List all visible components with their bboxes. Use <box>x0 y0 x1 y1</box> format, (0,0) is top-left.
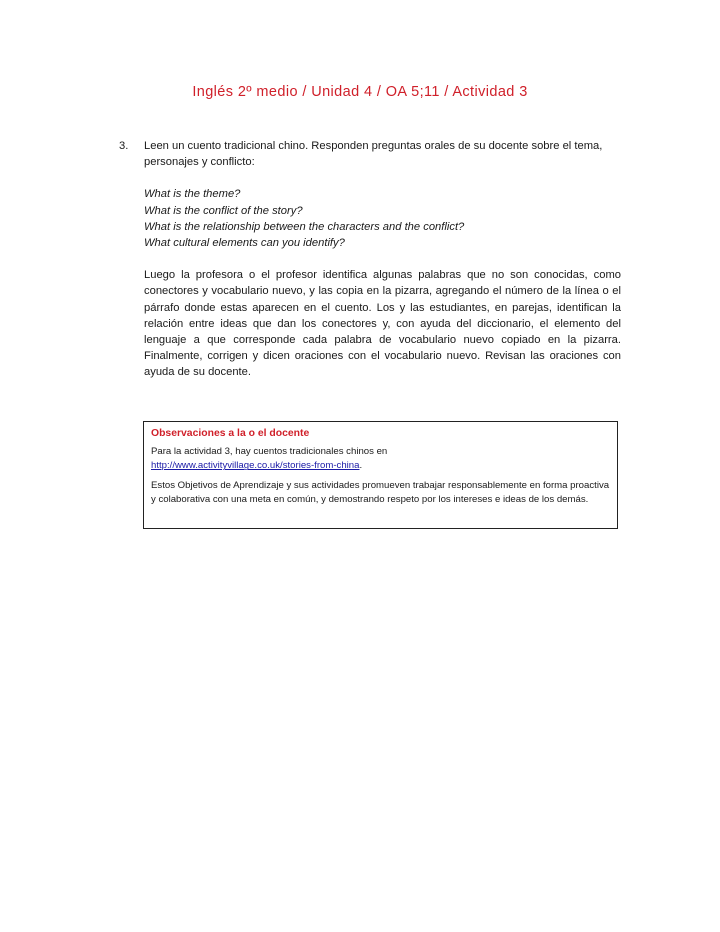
question-item: What is the theme? <box>144 188 241 201</box>
activity-header <box>119 138 621 170</box>
observations-box <box>143 421 618 529</box>
activity-section <box>119 138 621 381</box>
observations-paragraph-1 <box>151 445 610 473</box>
observations-period: . <box>359 460 363 472</box>
question-list <box>144 186 621 251</box>
stories-link[interactable]: http://www.activityvillage.co.uk/stories-from-china <box>151 460 360 472</box>
observations-paragraph-2: Estos Objetivos de Aprendizaje y sus actividades promueven trabajar responsablemente en forma proactiva y colaborativa con una meta en común, y demostrando respeto por los intereses e ideas de los demás. <box>151 479 610 505</box>
activity-number: 3. <box>119 140 129 152</box>
page-title: Inglés 2º medio / Unidad 4 / OA 5;11 / Actividad 3 <box>192 84 528 100</box>
observations-title: Observaciones a la o el docente <box>151 428 310 439</box>
activity-intro: Leen un cuento tradicional chino. Responden preguntas orales de su docente sobre el tema, personajes y conflicto: <box>144 140 603 169</box>
activity-paragraph: Luego la profesora o el profesor identifica algunas palabras que no son conocidas, como conectores y vocabulario nuevo, y las copia en la pizarra, agregando el número de la línea o el párrafo donde estas aparecen en el cuento. Los y las estudiantes, en parejas, identifican la relación entre ideas que dan los conectores y, con ayuda del diccionario, el elemento del lenguaje a que corresponde cada palabra de vocabulario nuevo copiado en la pizarra. Finalmente, corrigen y dicen oraciones con el vocabulario nuevo. Revisan las oraciones con ayuda de su docente. <box>144 269 621 379</box>
question-item: What is the relationship between the characters and the conflict? <box>144 220 465 233</box>
observations-text: Para la actividad 3, hay cuentos tradicionales chinos en <box>151 446 388 458</box>
question-item: What is the conflict of the story? <box>144 204 303 217</box>
question-item: What cultural elements can you identify? <box>144 237 345 250</box>
